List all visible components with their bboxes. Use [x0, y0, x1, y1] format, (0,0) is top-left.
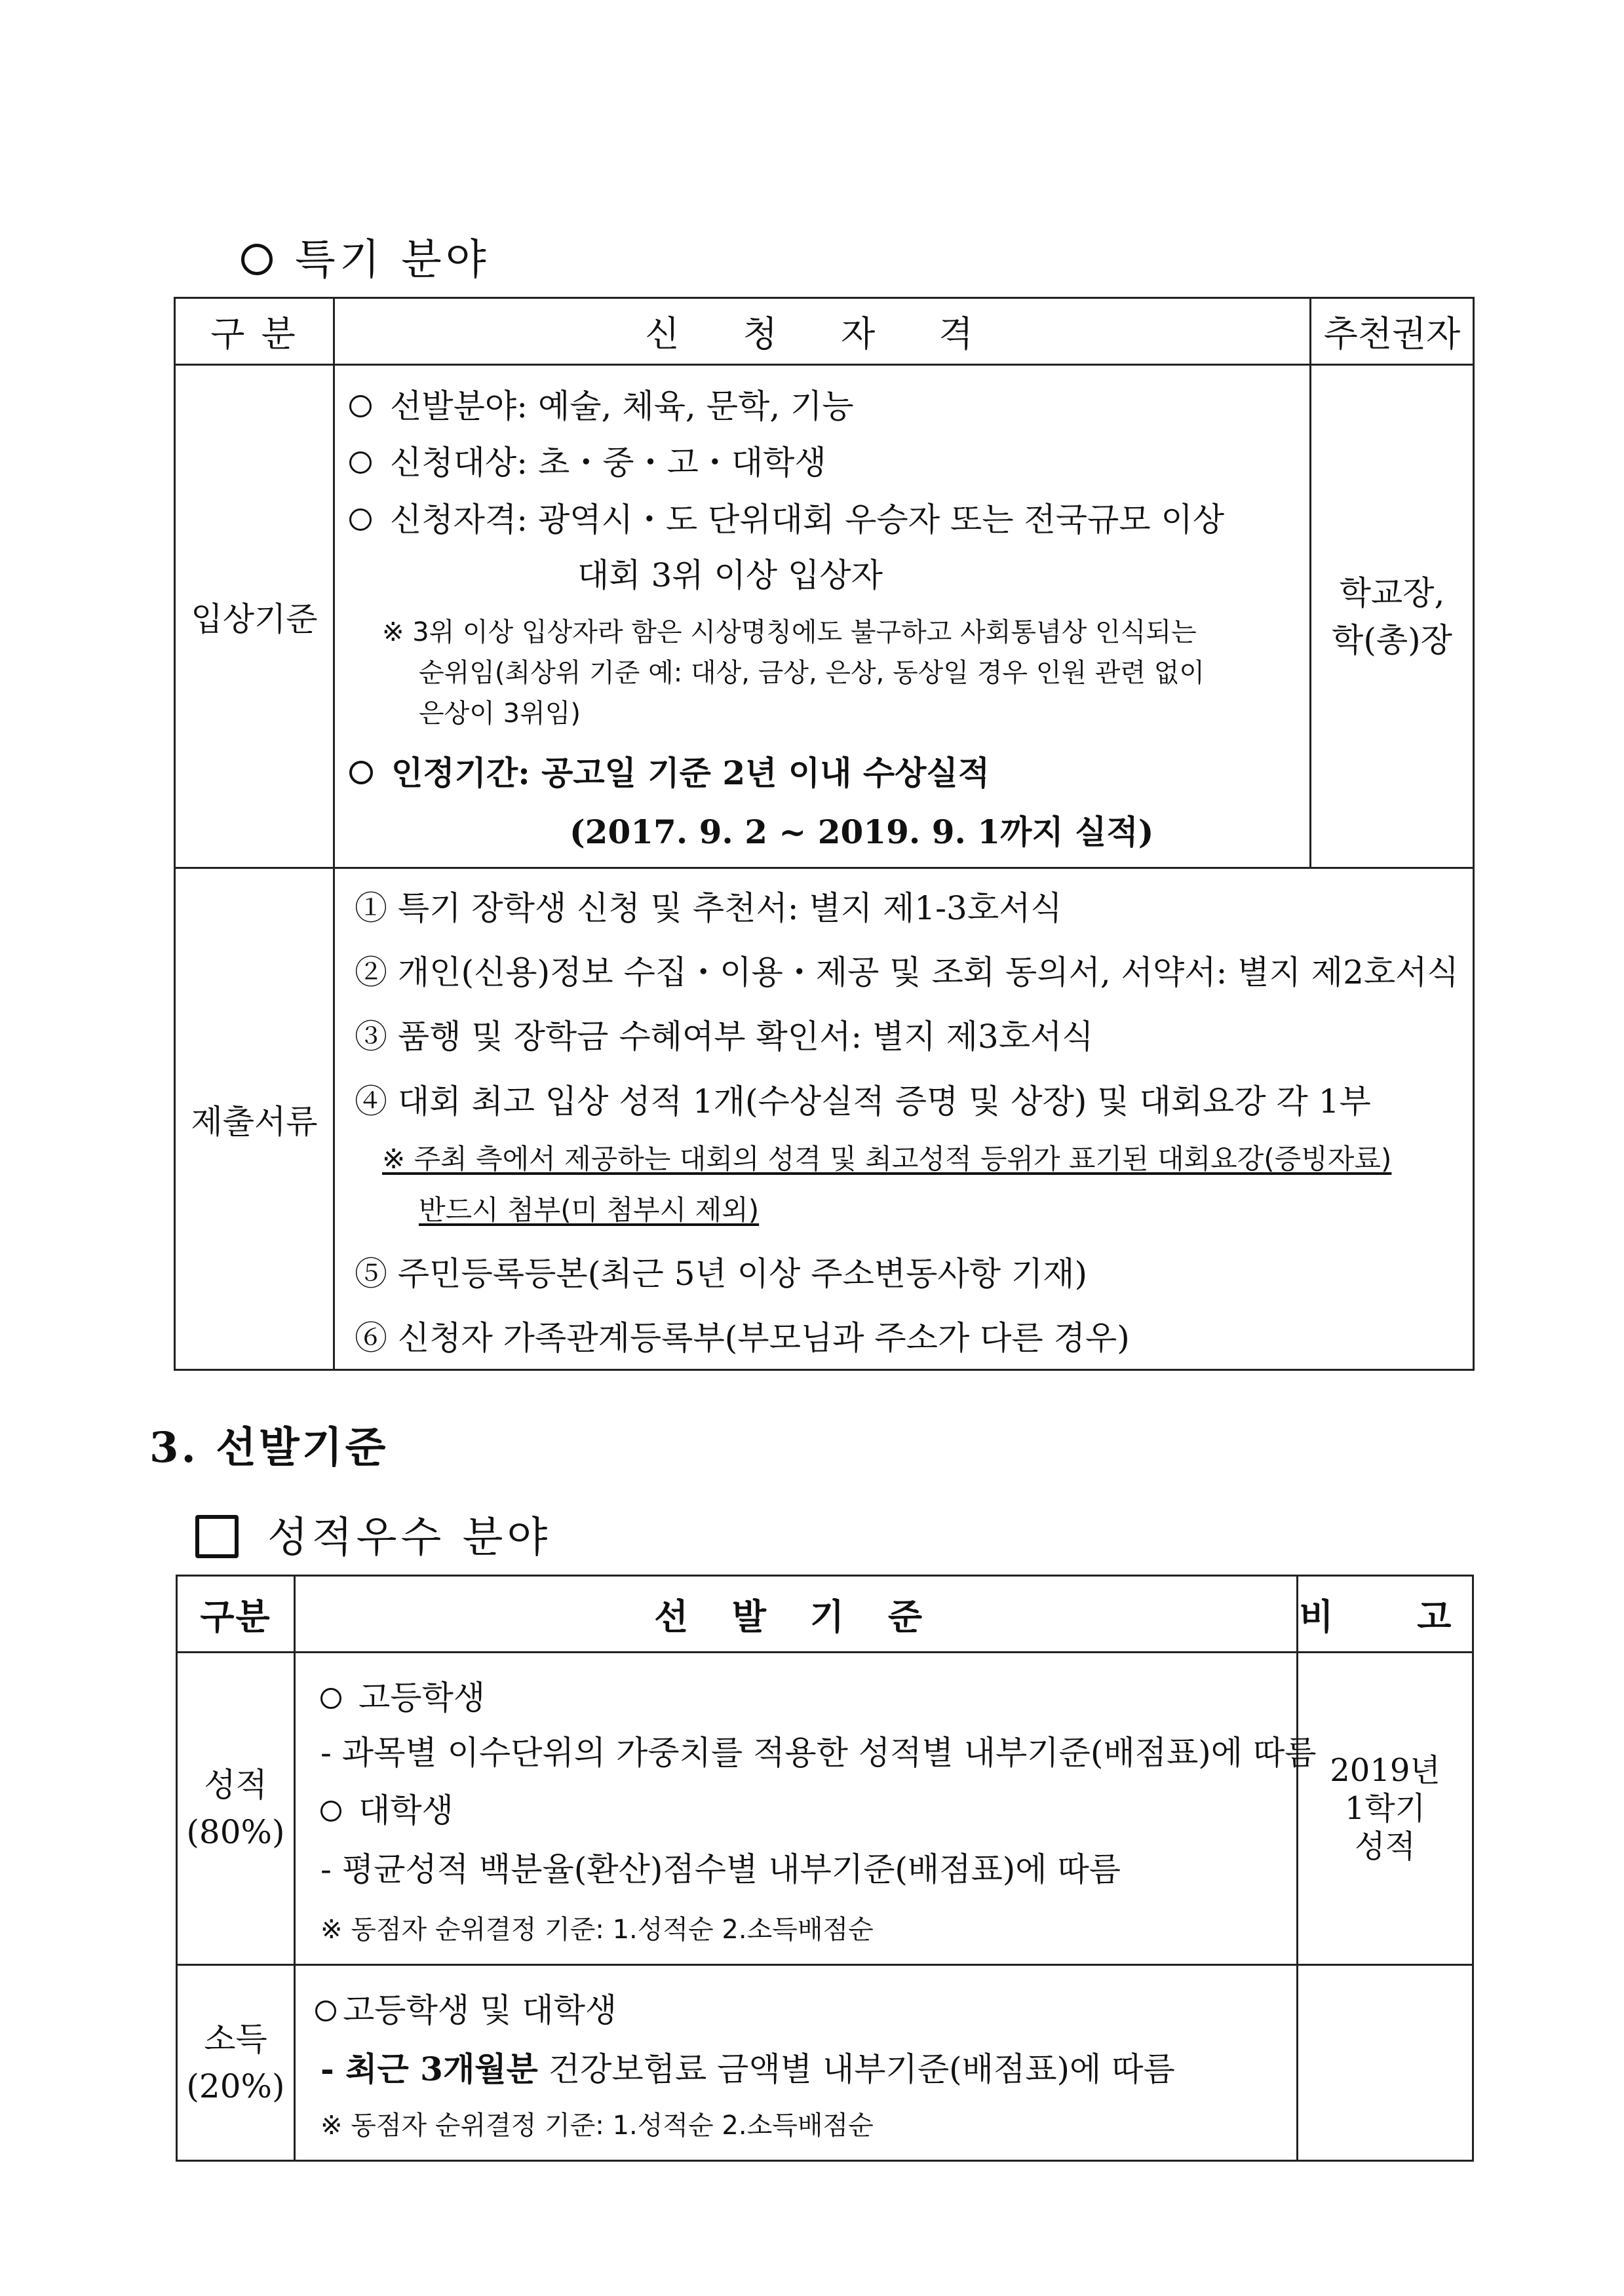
- award-note-line2: 순위임(최상위 기준 예: 대상, 금상, 은상, 동상일 경우 인원 관련 없이: [419, 658, 1205, 688]
- special-section-title: [241, 226, 490, 286]
- award-line-qualification: [349, 493, 1224, 541]
- grades-line-college-criteria: - 평균성적 백분율(환산)점수별 내부기준(배점표)에 따름: [320, 1850, 1121, 1888]
- grades-remark-line1: 2019년: [1330, 1752, 1440, 1789]
- header-category: 구 분: [175, 298, 334, 365]
- circle-bullet-icon: [349, 451, 372, 474]
- income-label-cell: [177, 1965, 295, 2161]
- income-remarks: [1298, 1965, 1473, 2161]
- grades-content: [295, 1653, 1317, 1965]
- award-content: [334, 365, 1311, 868]
- grades-remarks: [1298, 1653, 1473, 1965]
- income-tie-note: ※ 동점자 순위결정 기준: 1.성적순 2.소득배점순: [320, 2111, 874, 2141]
- selection-subtitle: [195, 1504, 551, 1564]
- circle-bullet-icon: [349, 508, 372, 531]
- award-note-line3: 은상이 3위임): [419, 698, 581, 729]
- circle-bullet-icon: [349, 761, 373, 784]
- income-line-criteria-rest: 건강보험료 금액별 내부기준(배점표)에 따름: [537, 2050, 1175, 2088]
- award-line-field: [349, 380, 854, 427]
- circle-bullet-icon: [320, 1688, 341, 1709]
- header-category: 구분: [177, 1576, 295, 1653]
- circle-bullet-icon: [315, 2000, 336, 2021]
- income-weight: (20%): [186, 2067, 285, 2105]
- document-item-3: ③ 품행 및 장학금 수혜여부 확인서: 별지 제3호서식: [355, 1018, 1094, 1056]
- award-line-qualification-text: 신청자격: 광역시・도 단위대회 우승자 또는 전국규모 이상: [390, 501, 1225, 539]
- document-item-5: ⑤ 주민등록등본(최근 5년 이상 주소변동사항 기재): [355, 1255, 1087, 1293]
- award-period-dates: (2017. 9. 2 ~ 2019. 9. 1까지 실적): [570, 813, 1154, 851]
- selection-subtitle-text: 성적우수 분야: [267, 1514, 552, 1562]
- award-line-qualification-cont: 대회 3위 이상 입상자: [577, 556, 883, 594]
- special-table: [174, 297, 1475, 1371]
- selection-section-title: 3. 선발기준: [149, 1423, 389, 1472]
- income-row: [177, 1965, 1473, 2161]
- selection-table: [176, 1575, 1474, 2162]
- income-line-target-text: 고등학생 및 대학생: [343, 1991, 617, 2029]
- documents-label: 제출서류: [175, 868, 334, 1370]
- special-table-header-row: [175, 298, 1474, 365]
- grades-tie-note: ※ 동점자 순위결정 기준: 1.성적순 2.소득배점순: [320, 1915, 874, 1945]
- award-period-line: [349, 747, 990, 794]
- recommender-line2: 학(총)장: [1332, 621, 1452, 659]
- award-line-target: [349, 436, 826, 484]
- documents-content: [334, 868, 1474, 1370]
- checkbox-square-icon: [195, 1515, 239, 1558]
- circle-bullet-icon: [241, 244, 273, 275]
- award-label: 입상기준: [175, 365, 334, 868]
- document-item-1: ① 특기 장학생 신청 및 추천서: 별지 제1-3호서식: [355, 889, 1062, 927]
- income-content: [295, 1965, 1298, 2161]
- income-line-criteria-bold: - 최근 3개월분: [320, 2050, 538, 2088]
- grades-line-highschool-criteria: - 과목별 이수단위의 가중치를 적용한 성적별 내부기준(배점표)에 따름: [320, 1734, 1317, 1772]
- circle-bullet-icon: [320, 1801, 341, 1822]
- grades-line-college: [320, 1784, 454, 1831]
- grades-line-highschool: [320, 1672, 485, 1719]
- grades-remark-line2: 1학기: [1344, 1790, 1426, 1827]
- special-section-title-text: 특기 분야: [295, 236, 490, 284]
- selection-table-header-row: [177, 1576, 1473, 1653]
- recommender-line1: 학교장,: [1339, 573, 1445, 612]
- award-line-target-text: 신청대상: 초・중・고・대학생: [390, 444, 826, 482]
- grades-label-cell: [177, 1653, 295, 1965]
- document-note-line1: ※ 주최 측에서 제공하는 대회의 성격 및 최고성적 등위가 표기된 대회요강(증빙자료): [382, 1143, 1392, 1175]
- award-recommender: [1311, 365, 1474, 868]
- grades-weight: (80%): [186, 1813, 285, 1851]
- grades-row: [177, 1653, 1473, 1965]
- document-item-4: ④ 대회 최고 입상 성적 1개(수상실적 증명 및 상장) 및 대회요강 각 1부: [355, 1082, 1371, 1120]
- income-label: 소득: [204, 2020, 267, 2058]
- income-line-criteria: [320, 2043, 1175, 2090]
- award-period-text: 인정기간: 공고일 기준 2년 이내 수상실적: [391, 754, 990, 792]
- award-note-line1: ※ 3위 이상 입상자라 함은 시상명칭에도 불구하고 사회통념상 인식되는: [382, 617, 1197, 647]
- grades-remark-line3: 성적: [1355, 1828, 1416, 1865]
- award-line-field-text: 선발분야: 예술, 체육, 문학, 기능: [390, 387, 854, 425]
- header-remarks: 비 고: [1298, 1576, 1473, 1653]
- grades-label: 성적: [204, 1766, 267, 1804]
- grades-line-college-text: 대학생: [358, 1791, 454, 1829]
- document-item-2: ② 개인(신용)정보 수집・이용・제공 및 조회 동의서, 서약서: 별지 제2호서식: [355, 953, 1459, 991]
- circle-bullet-icon: [349, 395, 372, 417]
- document-item-6: ⑥ 신청자 가족관계등록부(부모님과 주소가 다른 경우): [355, 1319, 1130, 1357]
- document-note-line2: 반드시 첨부(미 첨부시 제외): [419, 1194, 760, 1226]
- header-criteria: 선 발 기 준: [295, 1576, 1298, 1653]
- income-line-target: [315, 1984, 617, 2031]
- grades-line-highschool-text: 고등학생: [358, 1679, 486, 1717]
- documents-row: [175, 868, 1474, 1370]
- header-recommender: 추천권자: [1311, 298, 1474, 365]
- header-qualification: 신 청 자 격: [334, 298, 1311, 365]
- award-row: [175, 365, 1474, 868]
